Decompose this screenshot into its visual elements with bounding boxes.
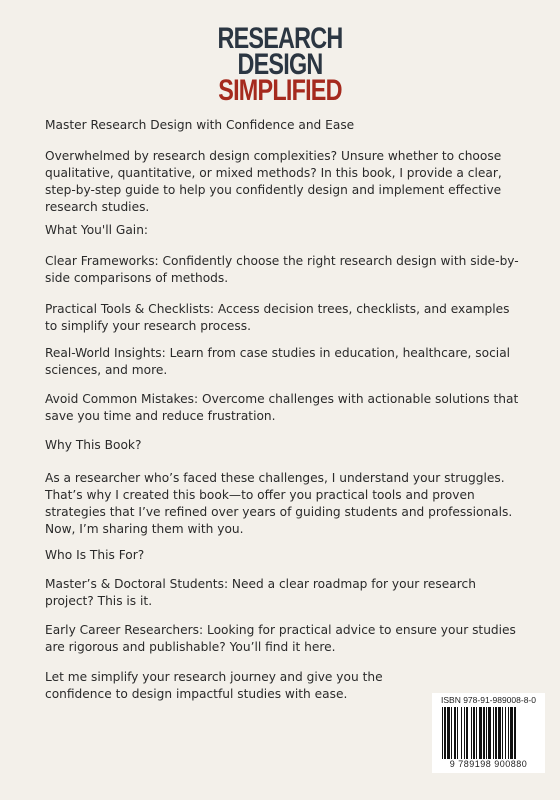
- barcode-icon: [442, 707, 538, 759]
- isbn-label: ISBN 978-91-989008-8-0: [441, 695, 536, 705]
- benefit-practical-tools: Practical Tools & Checklists: Access decision trees, checklists, and examples to simplify your research process.: [45, 302, 510, 333]
- isbn-barcode: [432, 693, 545, 773]
- title-line-design: DESIGN: [237, 48, 323, 81]
- title-line-research: RESEARCH: [217, 22, 343, 55]
- heading-what-you-gain: What You'll Gain:: [45, 223, 149, 237]
- heading-why-this-book: Why This Book?: [45, 438, 142, 452]
- audience-early-career: Early Career Researchers: Looking for practical advice to ensure your studies are rigorous and publishable? You’ll find it here.: [45, 623, 516, 654]
- intro-paragraph: Overwhelmed by research design complexities? Unsure whether to choose qualitative, quantitative, or mixed methods? In this book, I provide a clear, step-by-step guide to help you confidently design and implement effective research studies.: [45, 149, 502, 214]
- why-paragraph: As a researcher who’s faced these challenges, I understand your struggles. That’s why I created this book—to offer you practical tools and proven strategies that I’ve refined over years of guiding students and professionals. Now, I’m sharing them with you.: [45, 471, 513, 536]
- benefit-real-world-insights: Real-World Insights: Learn from case studies in education, healthcare, social sciences, and more.: [45, 346, 511, 377]
- benefit-avoid-mistakes: Avoid Common Mistakes: Overcome challenges with actionable solutions that save you time and reduce frustration.: [45, 392, 519, 423]
- isbn-digits: 9 789198 900880: [449, 759, 528, 769]
- audience-students: Master’s & Doctoral Students: Need a clear roadmap for your research project? This is it.: [45, 577, 476, 608]
- heading-who-is-this-for: Who Is This For?: [45, 548, 145, 562]
- benefit-clear-frameworks: Clear Frameworks: Confidently choose the right research design with side-by-side comparisons of methods.: [45, 254, 519, 285]
- book-title: [0, 22, 560, 107]
- tagline: Master Research Design with Confidence and Ease: [45, 118, 355, 132]
- title-line-simplified: SIMPLIFIED: [218, 74, 342, 107]
- closing-paragraph: Let me simplify your research journey and give you the confidence to design impactful studies with ease.: [45, 670, 383, 701]
